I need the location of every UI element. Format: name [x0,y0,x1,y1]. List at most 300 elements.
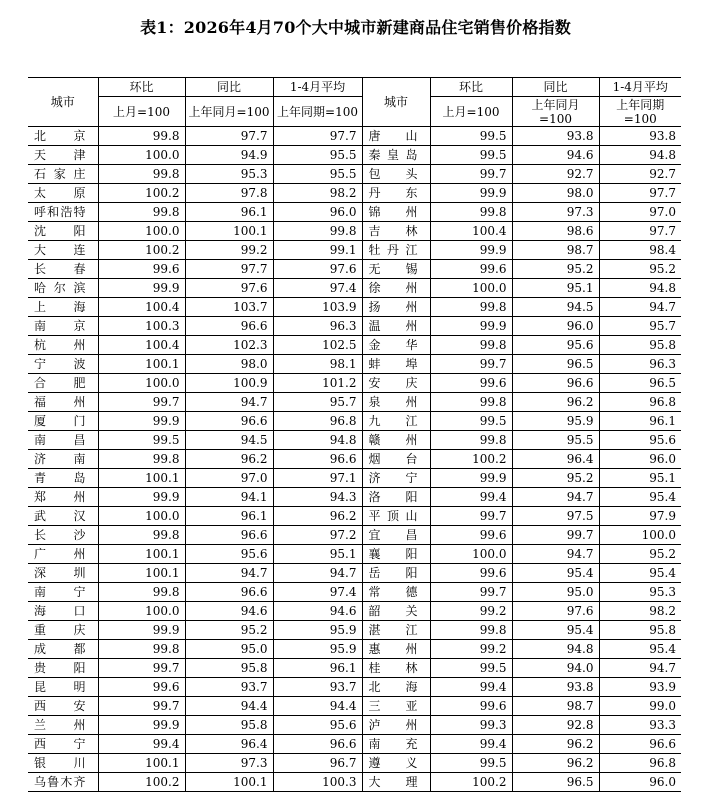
ytd-value-left: 95.6 [273,716,362,735]
city-name-left: 南宁 [28,583,98,602]
table-row [28,127,681,146]
ytd-value-left: 99.1 [273,241,362,260]
yoy-value-right: 95.2 [512,260,599,279]
mom-value-right: 99.6 [430,697,512,716]
city-name-left: 南京 [28,317,98,336]
table-row [28,298,681,317]
ytd-value-right: 95.2 [599,545,681,564]
yoy-value-right: 96.2 [512,393,599,412]
table-row [28,431,681,450]
city-name-right: 烟台 [362,450,430,469]
ytd-value-right: 96.6 [599,735,681,754]
mom-value-right: 99.8 [430,431,512,450]
city-name-right: 泸州 [362,716,430,735]
table-row [28,583,681,602]
mom-value-right: 100.4 [430,222,512,241]
mom-value-left: 100.2 [98,773,185,792]
yoy-value-right: 98.0 [512,184,599,203]
table-body [28,127,681,792]
city-name-left: 呼和浩特 [28,203,98,222]
ytd-value-left: 94.3 [273,488,362,507]
yoy-value-left: 93.7 [185,678,273,697]
mom-value-left: 100.3 [98,317,185,336]
mom-value-right: 99.6 [430,374,512,393]
yoy-value-right: 96.4 [512,450,599,469]
city-name-left: 兰州 [28,716,98,735]
mom-value-right: 100.2 [430,450,512,469]
table-row [28,165,681,184]
city-name-right: 赣州 [362,431,430,450]
yoy-value-right: 92.8 [512,716,599,735]
mom-value-left: 99.7 [98,659,185,678]
yoy-value-right: 94.7 [512,488,599,507]
city-name-left: 合肥 [28,374,98,393]
yoy-value-left: 95.8 [185,659,273,678]
yoy-value-right: 95.4 [512,621,599,640]
mom-value-right: 99.6 [430,260,512,279]
table-title: 表1：2026年4月70个大中城市新建商品住宅销售价格指数 [140,18,571,37]
header-mom-left: 环比 [98,78,185,97]
city-name-left: 海口 [28,602,98,621]
mom-value-left: 99.9 [98,716,185,735]
mom-value-left: 99.8 [98,165,185,184]
city-name-left: 厦门 [28,412,98,431]
yoy-value-right: 94.5 [512,298,599,317]
ytd-value-left: 100.3 [273,773,362,792]
city-name-right: 南充 [362,735,430,754]
yoy-value-left: 103.7 [185,298,273,317]
header-ytd-right: 1-4月平均 [599,78,681,97]
yoy-value-right: 95.1 [512,279,599,298]
city-name-left: 石家庄 [28,165,98,184]
mom-value-left: 99.7 [98,697,185,716]
mom-value-right: 99.8 [430,621,512,640]
mom-value-left: 99.6 [98,678,185,697]
yoy-value-left: 97.7 [185,260,273,279]
header-ytd-base-right-line2: =100 [623,111,657,126]
mom-value-left: 100.0 [98,507,185,526]
yoy-value-right: 93.8 [512,678,599,697]
mom-value-left: 100.4 [98,298,185,317]
yoy-value-right: 92.7 [512,165,599,184]
yoy-value-left: 95.0 [185,640,273,659]
table-row [28,697,681,716]
table-row [28,716,681,735]
yoy-value-right: 95.2 [512,469,599,488]
city-name-left: 大连 [28,241,98,260]
city-name-left: 广州 [28,545,98,564]
mom-value-right: 99.2 [430,602,512,621]
ytd-value-right: 99.0 [599,697,681,716]
city-name-left: 青岛 [28,469,98,488]
city-name-right: 无锡 [362,260,430,279]
yoy-value-left: 100.1 [185,222,273,241]
ytd-value-left: 98.2 [273,184,362,203]
yoy-value-right: 94.7 [512,545,599,564]
header-yoy-base-left: 上年同月=100 [185,97,273,127]
mom-value-right: 99.5 [430,412,512,431]
mom-value-left: 99.8 [98,127,185,146]
ytd-value-right: 93.9 [599,678,681,697]
yoy-value-left: 94.6 [185,602,273,621]
table-row [28,241,681,260]
ytd-value-right: 96.8 [599,393,681,412]
mom-value-right: 100.0 [430,545,512,564]
yoy-value-right: 95.5 [512,431,599,450]
mom-value-left: 99.8 [98,583,185,602]
table-row [28,146,681,165]
mom-value-left: 100.0 [98,222,185,241]
city-name-right: 包头 [362,165,430,184]
yoy-value-right: 96.2 [512,754,599,773]
ytd-value-right: 95.8 [599,336,681,355]
ytd-value-left: 97.4 [273,279,362,298]
ytd-value-right: 95.4 [599,564,681,583]
header-mom-right: 环比 [430,78,512,97]
city-name-right: 温州 [362,317,430,336]
yoy-value-right: 94.6 [512,146,599,165]
mom-value-left: 99.9 [98,488,185,507]
yoy-value-right: 96.0 [512,317,599,336]
city-name-right: 蚌埠 [362,355,430,374]
city-name-left: 乌鲁木齐 [28,773,98,792]
table-row [28,450,681,469]
ytd-value-left: 94.4 [273,697,362,716]
city-name-right: 北海 [362,678,430,697]
ytd-value-left: 96.6 [273,735,362,754]
yoy-value-left: 95.8 [185,716,273,735]
table-row [28,735,681,754]
ytd-value-right: 95.4 [599,488,681,507]
table-row [28,336,681,355]
price-index-table [28,77,681,792]
yoy-value-left: 96.6 [185,526,273,545]
mom-value-left: 99.8 [98,526,185,545]
table-row [28,754,681,773]
city-name-left: 银川 [28,754,98,773]
yoy-value-left: 95.2 [185,621,273,640]
city-name-left: 宁波 [28,355,98,374]
mom-value-left: 99.6 [98,260,185,279]
yoy-value-left: 97.7 [185,127,273,146]
ytd-value-left: 102.5 [273,336,362,355]
yoy-value-left: 96.1 [185,203,273,222]
mom-value-left: 100.1 [98,564,185,583]
city-name-left: 深圳 [28,564,98,583]
ytd-value-left: 94.7 [273,564,362,583]
header-yoy-right: 同比 [512,78,599,97]
mom-value-right: 99.6 [430,526,512,545]
city-name-right: 泉州 [362,393,430,412]
mom-value-right: 99.9 [430,241,512,260]
yoy-value-right: 99.7 [512,526,599,545]
mom-value-right: 100.0 [430,279,512,298]
ytd-value-right: 98.4 [599,241,681,260]
mom-value-left: 100.2 [98,241,185,260]
ytd-value-left: 97.2 [273,526,362,545]
mom-value-left: 100.0 [98,374,185,393]
ytd-value-right: 98.2 [599,602,681,621]
yoy-value-left: 94.7 [185,393,273,412]
ytd-value-right: 96.0 [599,773,681,792]
city-name-left: 贵阳 [28,659,98,678]
yoy-value-left: 96.2 [185,450,273,469]
mom-value-left: 99.7 [98,393,185,412]
city-name-right: 锦州 [362,203,430,222]
ytd-value-right: 96.0 [599,450,681,469]
ytd-value-right: 96.8 [599,754,681,773]
city-name-left: 长沙 [28,526,98,545]
ytd-value-left: 95.1 [273,545,362,564]
city-name-right: 金华 [362,336,430,355]
mom-value-right: 99.6 [430,564,512,583]
mom-value-left: 99.9 [98,279,185,298]
city-name-right: 韶关 [362,602,430,621]
header-yoy-base-right-line2: =100 [539,111,572,126]
table-row [28,640,681,659]
yoy-value-right: 94.8 [512,640,599,659]
yoy-value-left: 97.3 [185,754,273,773]
mom-value-right: 99.8 [430,298,512,317]
ytd-value-left: 101.2 [273,374,362,393]
city-name-left: 北京 [28,127,98,146]
yoy-value-left: 96.1 [185,507,273,526]
yoy-value-left: 102.3 [185,336,273,355]
city-name-left: 长春 [28,260,98,279]
yoy-value-right: 96.6 [512,374,599,393]
ytd-value-left: 95.9 [273,640,362,659]
yoy-value-right: 98.7 [512,697,599,716]
ytd-value-left: 96.0 [273,203,362,222]
table-row [28,222,681,241]
ytd-value-right: 94.7 [599,659,681,678]
mom-value-left: 100.2 [98,184,185,203]
header-mom-base-right: 上月=100 [430,97,512,127]
city-name-right: 桂林 [362,659,430,678]
mom-value-right: 99.9 [430,469,512,488]
table-row [28,526,681,545]
city-name-right: 济宁 [362,469,430,488]
table-row [28,260,681,279]
header-ytd-left: 1-4月平均 [273,78,362,97]
ytd-value-right: 97.9 [599,507,681,526]
header-mom-base-left: 上月=100 [98,97,185,127]
mom-value-right: 99.2 [430,640,512,659]
yoy-value-left: 97.0 [185,469,273,488]
yoy-value-right: 97.3 [512,203,599,222]
yoy-value-right: 95.0 [512,583,599,602]
table-row [28,507,681,526]
mom-value-right: 99.4 [430,735,512,754]
city-name-left: 福州 [28,393,98,412]
mom-value-left: 100.1 [98,469,185,488]
ytd-value-right: 97.7 [599,222,681,241]
yoy-value-right: 96.5 [512,773,599,792]
mom-value-right: 99.7 [430,583,512,602]
yoy-value-right: 96.5 [512,355,599,374]
mom-value-left: 99.8 [98,203,185,222]
header-ytd-base-right [599,97,681,127]
city-name-left: 哈尔滨 [28,279,98,298]
ytd-value-right: 92.7 [599,165,681,184]
yoy-value-right: 95.6 [512,336,599,355]
ytd-value-left: 93.7 [273,678,362,697]
table-row [28,602,681,621]
table-row [28,545,681,564]
mom-value-left: 100.1 [98,545,185,564]
table-row [28,678,681,697]
city-name-left: 郑州 [28,488,98,507]
city-name-right: 惠州 [362,640,430,659]
ytd-value-right: 95.2 [599,260,681,279]
city-name-right: 大理 [362,773,430,792]
mom-value-left: 100.1 [98,355,185,374]
mom-value-right: 99.9 [430,184,512,203]
header-ytd-base-left: 上年同期=100 [273,97,362,127]
ytd-value-right: 94.8 [599,279,681,298]
mom-value-left: 99.8 [98,450,185,469]
header-city-left: 城市 [28,78,98,127]
yoy-value-left: 94.7 [185,564,273,583]
yoy-value-left: 95.3 [185,165,273,184]
city-name-left: 重庆 [28,621,98,640]
yoy-value-left: 96.6 [185,412,273,431]
ytd-value-right: 93.8 [599,127,681,146]
header-ytd-base-right-line1: 上年同期 [616,97,665,112]
mom-value-left: 100.0 [98,602,185,621]
mom-value-right: 99.3 [430,716,512,735]
city-name-left: 西安 [28,697,98,716]
yoy-value-right: 96.2 [512,735,599,754]
city-name-right: 秦皇岛 [362,146,430,165]
mom-value-left: 99.9 [98,621,185,640]
ytd-value-left: 96.1 [273,659,362,678]
ytd-value-right: 94.8 [599,146,681,165]
table-row [28,564,681,583]
table-row [28,659,681,678]
city-name-right: 徐州 [362,279,430,298]
mom-value-left: 99.8 [98,640,185,659]
table-row [28,393,681,412]
city-name-right: 宜昌 [362,526,430,545]
ytd-value-right: 95.1 [599,469,681,488]
ytd-value-right: 97.7 [599,184,681,203]
ytd-value-right: 96.1 [599,412,681,431]
city-name-right: 岳阳 [362,564,430,583]
city-name-right: 平顶山 [362,507,430,526]
table-row [28,355,681,374]
table-row [28,469,681,488]
mom-value-right: 99.5 [430,146,512,165]
ytd-value-left: 103.9 [273,298,362,317]
yoy-value-left: 94.4 [185,697,273,716]
table-row [28,203,681,222]
yoy-value-right: 93.8 [512,127,599,146]
mom-value-right: 99.8 [430,393,512,412]
ytd-value-right: 97.0 [599,203,681,222]
mom-value-right: 99.7 [430,165,512,184]
yoy-value-left: 99.2 [185,241,273,260]
ytd-value-left: 97.6 [273,260,362,279]
yoy-value-left: 95.6 [185,545,273,564]
mom-value-right: 99.9 [430,317,512,336]
city-name-right: 三亚 [362,697,430,716]
yoy-value-left: 94.9 [185,146,273,165]
city-name-right: 九江 [362,412,430,431]
ytd-value-left: 94.8 [273,431,362,450]
mom-value-right: 99.8 [430,336,512,355]
city-name-right: 唐山 [362,127,430,146]
ytd-value-left: 97.7 [273,127,362,146]
ytd-value-left: 95.5 [273,146,362,165]
ytd-value-right: 95.7 [599,317,681,336]
mom-value-right: 99.5 [430,659,512,678]
yoy-value-left: 97.6 [185,279,273,298]
city-name-right: 洛阳 [362,488,430,507]
city-name-right: 扬州 [362,298,430,317]
city-name-right: 安庆 [362,374,430,393]
yoy-value-left: 96.6 [185,317,273,336]
mom-value-left: 100.4 [98,336,185,355]
yoy-value-left: 94.1 [185,488,273,507]
header-yoy-base-right [512,97,599,127]
city-name-right: 丹东 [362,184,430,203]
yoy-value-left: 96.6 [185,583,273,602]
ytd-value-left: 97.1 [273,469,362,488]
yoy-value-left: 98.0 [185,355,273,374]
table-row [28,621,681,640]
yoy-value-left: 94.5 [185,431,273,450]
ytd-value-left: 94.6 [273,602,362,621]
table-row [28,374,681,393]
table-row [28,184,681,203]
ytd-value-left: 98.1 [273,355,362,374]
city-name-right: 吉林 [362,222,430,241]
table-row [28,773,681,792]
yoy-value-right: 98.7 [512,241,599,260]
city-name-right: 湛江 [362,621,430,640]
ytd-value-left: 96.8 [273,412,362,431]
ytd-value-right: 95.6 [599,431,681,450]
yoy-value-left: 100.1 [185,773,273,792]
yoy-value-left: 96.4 [185,735,273,754]
city-name-right: 常德 [362,583,430,602]
header-city-right: 城市 [362,78,430,127]
city-name-left: 太原 [28,184,98,203]
mom-value-left: 99.5 [98,431,185,450]
city-name-left: 南昌 [28,431,98,450]
yoy-value-right: 98.6 [512,222,599,241]
mom-value-right: 99.7 [430,355,512,374]
mom-value-right: 99.8 [430,203,512,222]
ytd-value-left: 95.5 [273,165,362,184]
city-name-right: 牡丹江 [362,241,430,260]
yoy-value-right: 94.0 [512,659,599,678]
ytd-value-right: 96.5 [599,374,681,393]
city-name-left: 杭州 [28,336,98,355]
mom-value-left: 100.0 [98,146,185,165]
ytd-value-left: 96.6 [273,450,362,469]
table-row [28,279,681,298]
ytd-value-left: 96.7 [273,754,362,773]
mom-value-right: 99.4 [430,678,512,697]
city-name-left: 天津 [28,146,98,165]
city-name-right: 襄阳 [362,545,430,564]
city-name-left: 济南 [28,450,98,469]
yoy-value-left: 97.8 [185,184,273,203]
city-name-left: 成都 [28,640,98,659]
ytd-value-left: 95.9 [273,621,362,640]
